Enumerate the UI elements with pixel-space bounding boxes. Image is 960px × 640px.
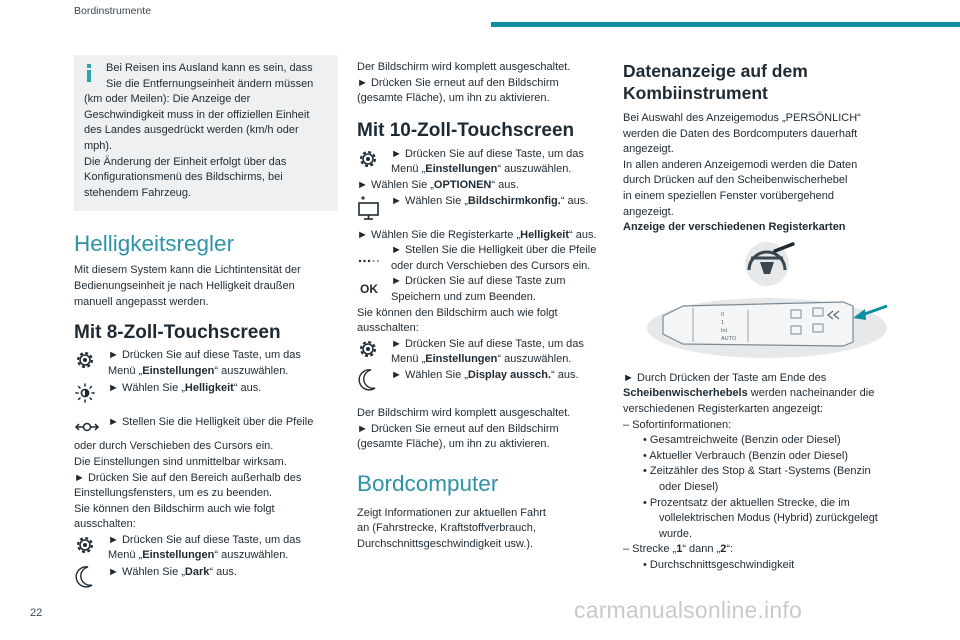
paragraph-line: ausschalten: xyxy=(357,322,419,335)
gear-icon xyxy=(357,147,391,171)
step-text: ► Drücken Sie auf diese Taste, um das xyxy=(391,147,584,160)
step-text: ► Drücken Sie auf diese Taste zum xyxy=(391,275,566,288)
list-bold: 2 xyxy=(720,543,727,556)
step-text: “ aus. xyxy=(209,566,237,579)
step-settings xyxy=(357,147,617,178)
bullet-item: • Durchschnittsgeschwindigkeit xyxy=(643,558,795,571)
paragraph-line: durch Drücken auf den Scheibenwischerhebel xyxy=(623,174,848,187)
watermark: carmanualsonline.info xyxy=(574,597,802,623)
step-text: “ aus. xyxy=(233,382,262,395)
step-bold: Scheibenwischerhebels xyxy=(623,387,748,400)
step-text: oder durch Verschieben des Cursors ein. xyxy=(391,259,591,272)
step-text: ► Stellen Sie die Helligkeit über die Pfeile xyxy=(391,244,597,257)
stalk-label: Int xyxy=(721,327,728,334)
paragraph-line: an (Fahrstrecke, Kraftstoffverbrauch, xyxy=(357,522,536,535)
stalk-label: 1 xyxy=(721,319,725,326)
step-text: ► Drücken Sie auf diese Taste, um das xyxy=(108,533,301,546)
bullet-item: • Prozentsatz der aktuellen Strecke, die im xyxy=(643,496,850,509)
paragraph-line: ► Drücken Sie erneut auf den Bildschirm xyxy=(357,76,559,89)
paragraph-line: Der Bildschirm wird komplett ausgeschaltet. xyxy=(357,61,571,73)
step-text: ► Drücken Sie auf diese Taste, um das xyxy=(391,337,584,350)
bullet-item-cont: wurde. xyxy=(659,527,693,540)
paragraph-line: Mit diesem System kann die Lichtintensität der xyxy=(74,264,301,277)
step-text: “ auszuwählen. xyxy=(214,364,289,377)
stalk-label: 0 xyxy=(721,311,725,318)
heading-10-zoll: Mit 10-Zoll-Touchscreen xyxy=(357,119,575,141)
heading-helligkeitsregler: Helligkeitsregler xyxy=(74,231,235,257)
paragraph-line: Bei Auswahl des Anzeigemodus „PERSÖNLICH“ xyxy=(623,112,861,124)
step-bold: Einstellungen xyxy=(142,549,215,562)
step-text: Menü „ xyxy=(391,163,426,176)
screen-config-icon xyxy=(357,194,391,222)
paragraph-line: werden die Daten des Bordcomputers dauerhaft xyxy=(623,127,858,140)
paragraph-line: verschiedenen Registerkarten angezeigt: xyxy=(623,402,823,415)
paragraph-line: (gesamte Fläche), um ihn zu aktivieren. xyxy=(357,92,550,105)
step-text: Menü „ xyxy=(108,549,143,562)
step-bold: OPTIONEN xyxy=(433,178,492,191)
heading-line: Datenanzeige auf dem xyxy=(623,61,808,81)
paragraph-line: manuell angepasst werden. xyxy=(74,295,209,308)
bold-line: Anzeige der verschiedenen Registerkarten xyxy=(623,221,846,234)
step-bold: Einstellungen xyxy=(425,163,498,176)
step-text: “ auszuwählen. xyxy=(497,353,572,366)
ok-label: OK xyxy=(360,281,378,296)
paragraph-line: ► Drücken Sie erneut auf den Bildschirm xyxy=(357,422,559,435)
step-bold: Helligkeit xyxy=(520,228,570,241)
heading-8-zoll: Mit 8-Zoll-Touchscreen xyxy=(74,322,281,344)
paragraph-line: angezeigt. xyxy=(623,143,674,156)
step-text: ► Wählen Sie „ xyxy=(108,566,185,579)
step-display-off xyxy=(357,368,617,392)
slider-icon xyxy=(74,415,108,439)
moon-icon xyxy=(74,565,108,589)
paragraph-line: angezeigt. xyxy=(623,205,674,218)
note-line: Geschwindigkeit muss in der offiziellen Einheit xyxy=(84,108,310,121)
bullet-item: • Zeitzähler des Stop & Start -Systems (Benzin xyxy=(643,465,871,478)
brightness-icon xyxy=(74,381,108,405)
step-text: Menü „ xyxy=(391,353,426,366)
heading-bordcomputer: Bordcomputer xyxy=(357,470,499,496)
bullet-item: • Aktueller Verbrauch (Benzin oder Diesel) xyxy=(643,449,849,462)
heading-datenanzeige xyxy=(623,60,913,104)
list-bold: 1 xyxy=(676,543,683,556)
paragraph-line: Einstellungsfensters, um es zu beenden. xyxy=(74,487,273,500)
step-bold: Display aussch. xyxy=(467,368,552,381)
gear-icon xyxy=(357,337,391,361)
step-text: “ aus. xyxy=(491,178,519,191)
step-settings-2 xyxy=(357,337,617,368)
wiper-stalk-illustration xyxy=(623,236,913,358)
step-brightness xyxy=(74,381,338,405)
paragraph-line: in einem speziellen Fenster vorübergehend xyxy=(623,189,834,202)
paragraph-line: Zeigt Informationen zur aktuellen Fahrt xyxy=(357,506,546,519)
step-bold: Dark xyxy=(184,566,210,579)
moon-icon xyxy=(357,368,391,392)
note-line: des Landes ausgedrückt werden (km/h oder xyxy=(84,124,299,137)
step-slider xyxy=(357,243,617,274)
gear-icon xyxy=(74,348,108,372)
column-left xyxy=(74,55,338,589)
gear-icon xyxy=(74,533,108,557)
step-text: ► Drücken Sie auf diese Taste, um das xyxy=(108,349,301,362)
paragraph-line: (gesamte Fläche), um ihn zu aktivieren. xyxy=(357,438,550,451)
step-text: “ aus. xyxy=(551,368,579,381)
ok-icon xyxy=(357,274,391,304)
step-screen-config xyxy=(357,194,617,222)
step-text: werden nacheinander die xyxy=(747,387,875,400)
step-text: Speichern und zum Beenden. xyxy=(391,290,536,303)
step-text: ► Wählen Sie „ xyxy=(391,194,468,207)
bullet-item-cont: oder Diesel) xyxy=(659,480,719,493)
step-settings xyxy=(74,348,338,379)
step-settings-2 xyxy=(74,533,338,564)
paragraph-line: Die Einstellungen sind unmittelbar wirksam. xyxy=(74,455,287,468)
bullet-item-cont: vollelektrischen Modus (Hybrid) zurückgelegt xyxy=(659,512,878,525)
stalk-label: AUTO xyxy=(721,335,737,342)
info-icon xyxy=(84,64,96,92)
step-text: “ aus. xyxy=(560,194,589,207)
running-header: Bordinstrumente xyxy=(74,5,152,17)
info-note xyxy=(74,55,338,211)
dots-slider-icon xyxy=(357,243,391,273)
paragraph-line: Durchschnittsgeschwindigkeit usw.). xyxy=(357,537,534,550)
list-item: – Sofortinformationen: xyxy=(623,418,732,431)
step-text: ► Stellen Sie die Helligkeit über die Pfeile xyxy=(108,416,314,429)
list-item: “ dann „ xyxy=(682,543,721,556)
step-text: “ aus. xyxy=(569,228,597,241)
paragraph-line: ► Drücken Sie auf den Bereich außerhalb des xyxy=(74,471,302,484)
step-ok xyxy=(357,274,617,305)
note-line: Sie die Entfernungseinheit ändern müssen xyxy=(106,77,314,90)
note-line: Konfigurationsmenü des Bildschirms, bei xyxy=(84,171,283,184)
note-line: Bei Reisen ins Ausland kann es sein, dass xyxy=(106,62,313,74)
wiper-stalk-icon xyxy=(663,302,853,346)
step-bold: Helligkeit xyxy=(184,382,234,395)
note-line: mph). xyxy=(84,139,113,152)
note-line: stehendem Fahrzeug. xyxy=(84,186,192,199)
column-right xyxy=(623,60,913,573)
paragraph-line: Bedienungseinheit je nach Helligkeit draußen xyxy=(74,279,295,292)
step-text: ► Durch Drücken der Taste am Ende des xyxy=(623,371,827,384)
step-dark xyxy=(74,565,338,589)
header-accent-bar xyxy=(491,22,960,27)
bullet-item: • Gesamtreichweite (Benzin oder Diesel) xyxy=(643,434,841,447)
step-bold: Einstellungen xyxy=(142,364,215,377)
paragraph-line: Der Bildschirm wird komplett ausgeschaltet. xyxy=(357,406,571,419)
paragraph-line: Sie können den Bildschirm auch wie folgt xyxy=(357,306,558,319)
step-text: oder durch Verschieben des Cursors ein. xyxy=(74,440,274,453)
note-line: (km oder Meilen): Die Anzeige der xyxy=(84,93,251,106)
list-item: “: xyxy=(726,543,734,556)
step-text: Menü „ xyxy=(108,364,143,377)
step-text: ► Wählen Sie die Registerkarte „ xyxy=(357,228,521,241)
step-text: ► Wählen Sie „ xyxy=(108,382,185,395)
step-slider xyxy=(74,415,338,439)
column-middle xyxy=(357,60,617,552)
heading-line: Kombiinstrument xyxy=(623,83,768,103)
paragraph-line: Sie können den Bildschirm auch wie folgt xyxy=(74,502,275,515)
step-text: “ auszuwählen. xyxy=(497,163,572,176)
step-bold: Einstellungen xyxy=(425,353,498,366)
paragraph-line: In allen anderen Anzeigemodi werden die Daten xyxy=(623,158,858,171)
step-text: ► Wählen Sie „ xyxy=(357,178,434,191)
paragraph-line: ausschalten: xyxy=(74,518,136,531)
list-item: – Strecke „ xyxy=(623,543,677,556)
page-number: 22 xyxy=(30,607,43,619)
step-text: “ auszuwählen. xyxy=(214,549,289,562)
step-text: ► Wählen Sie „ xyxy=(391,368,468,381)
note-line: Die Änderung der Einheit erfolgt über das xyxy=(84,155,287,168)
step-bold: Bildschirmkonfig. xyxy=(467,194,561,207)
